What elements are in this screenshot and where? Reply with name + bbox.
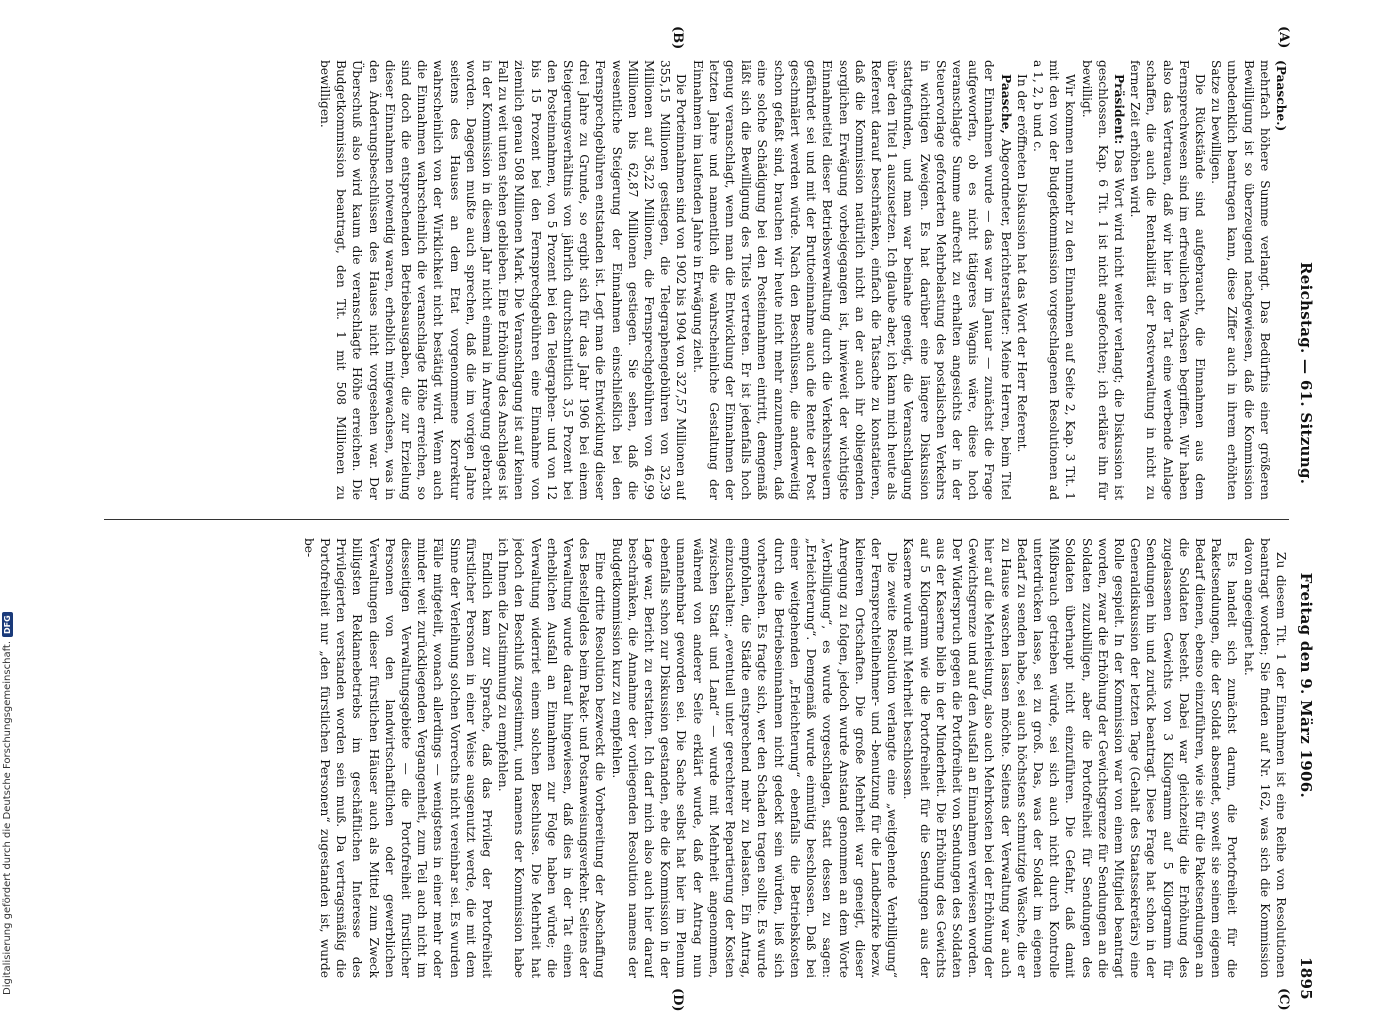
margin-marker-d: (D) bbox=[670, 988, 685, 1012]
paragraph-text: Abgeordneter, Berichterstatter: Meine Herren, beim Titel der Einnahmen wurde — das war im Januar — zunächst die Frage aufgeworfen, ob es nicht tätigeres Wagnis wäre, diese hoch veranschlagte Summe aufrecht zu erhalten angesichts der in der Steuervorlage geforderten Mehrbelastung des postalischen Verkehrs in wichtigen Zweigen. Es hat darüber eine längere Diskussion stattgefunden, und man war beinahe geneigt, die Veranschlagung über den Titel 1 auszusetzen. Ich glaube aber, ich kann mich heute als Referent darauf beschränken, einfach die Tatsache zu konstatieren, daß die Kommission natürlich nicht an der auch ihr obliegenden sorglichen Erwägung vorbeigegangen ist, inwieweit der wichtigste Einnahmetitel dieser Betriebsverwaltung durch die Verkehrssteuern gefährdet sei und mit der Bruttoeinnahme auch die Rente der Post geschmälert werden würde. Nach den Beschlüssen, die anderweitig schon gefaßt sind, brauchen wir heute nicht mehr anzunehmen, daß eine solche Schädigung bei den Posteinnahmen eintritt, demgemäß läßt sich die Bewilligung des Titels vertreten. Er ist jedenfalls hoch genug veranschlagt, wenn man die Entwicklung der Einnahmen der letzten Jahre und namentlich die wahrscheinliche Gestaltung der Einnahmen im laufenden Jahre in Erwägung zieht. bbox=[690, 60, 1013, 500]
column-divider bbox=[104, 519, 1289, 520]
paragraph-text: Das Wort wird nicht weiter verlangt; die Diskussion ist geschlossen. Kap. 6 Tit. 1 ist nicht angefochten; ich erkläre ihn für bewilligt. bbox=[1079, 60, 1126, 500]
header-titles bbox=[1297, 130, 1315, 930]
margin-marker-c: (C) bbox=[1276, 988, 1291, 1011]
paragraph: Die zweite Resolution verlangte eine „weitgehende Verbilligung“ der Fernsprechteilnehmer- und -benutzung für die Landbezirke bezw. kleineren Ortschaften. Die große Mehrheit war geneigt, dieser Anregung zu folgen, jedoch wurde Anstand genommen an dem Worte „Verbilligung“, es wurde vorgeschlagen, statt dessen zu sagen: „Erleichterung“. Demgemäß wurde einmütig beschlossen. Daß bei einer weitgehenden „Erleichterung“ ebenfalls die Betriebskosten durch die Betriebseinnahmen nicht gedeckt sein würden, ließ sich vorhersehen. Es fragte sich, wer den Schaden tragen sollte. Es wurde empfohlen, die Städte entsprechend mehr zu belasten. Ein Antrag, einzuschalten: „eventuell unter gerechterer Repartierung der Kosten zwischen Stadt und Land“ — wurde mit Mehrheit angenommen, während von anderer Seite erklärt wurde, daß der Antrag nun unannehmbar geworden sei. Die Sache selbst hat hier im Plenum ebenfalls schon zur Diskussion gestanden, ehe die Kommission in der Lage war, Bericht zu erstatten. Ich darf mich also auch hier darauf beschränken, die Annahme der vorliegenden Resolution namens der Budgetkommission kurz zu empfehlen. bbox=[609, 538, 900, 978]
paragraph: mehrfach höhere Summe verlangt. Das Bedürfnis einer größeren Bewilligung ist so überzeugend nachgewiesen, daß die Kommission unbedenklich beantragen kann, diese Ziffer auch in ihrem erhöhten Satze zu bewilligen. bbox=[1209, 60, 1272, 500]
paragraph: Es handelt sich zunächst darum, die Portofreiheit für die Paketsendungen, die der Soldat absendet, soweit sie seinem eigenen Bedarf dienen, ebenso einzuführen, wie sie für die Paketsendungen an die Soldaten besteht. Dabei war gleichzeitig die Erhöhung des zugelassenen Gewichts von 3 Kilogramm auf 5 Kilogramm für Sendungen hin und zurück beantragt. Diese Frage hat schon in der Generaldiskussion der letzten Tage (Gehalt des Staatssekretärs) eine Rolle gespielt. In der Kommission war von einem Mitglied beantragt worden, zwar die Erhöhung der Gewichtsgrenze für Sendungen an die Soldaten zuzubilligen, aber die Portofreiheit für Sendungen des Soldaten überhaupt nicht einzuführen. Die Gefahr, daß damit Mißbrauch getrieben würde, sei sich auch nicht durch Kontrolle unterdrücken lasse, sei zu groß. Das, was der Soldat im eigenen Bedarf zu senden habe, sei auch höchstens schmutzige Wäsche, die er zu Hause waschen lassen möchte. Seitens der Verwaltung war auch hier auf die Mehrleistung, also auch Mehrkosten bei der Erhöhung der Gewichtsgrenze und auf den Ausfall an Einnahmen verwiesen worden. Der Widerspruch gegen die Portofreiheit von Sendungen des Soldaten aus der Kaserne blieb in der Minderheit. Die Erhöhung des Gewichts auf 5 Kilogramm wie die Portofreiheit für die Sendungen aus der Kaserne wurde mit Mehrheit beschlossen. bbox=[901, 538, 1240, 978]
paragraph: Endlich kam zur Sprache, daß das Privileg der Portofreiheit fürstlicher Personen in einer Weise ausgenutzt werde, die mit dem Sinne der Verleihung solchen Vorrechts nicht vereinbar sei. Es wurden Fälle mitgeteilt, wonach allerdings — wenigstens in einer mehr oder minder weit zurückliegenden Vergangenheit, zum Teil auch nicht im diesseitigen Verwaltungsgebiete — die Portofreiheit fürstlicher Personen von den landwirtschaftlichen oder gewerblichen Verwaltungen dieser fürstlichen Häuser auch als Mittel zum Zweck billigsten Reklamebetriebs im geschäftlichen Interesse des Privilegierten verstanden worden sein muß. Da vertragsmäßig die Portofreiheit nur „den fürstlichen Personen“ zugestanden ist, wurde be- bbox=[301, 538, 495, 978]
digitization-note bbox=[2, 612, 13, 995]
digitization-text: Digitalisierung gefördert durch die Deutsche Forschungsgemeinschaft. bbox=[2, 640, 13, 995]
paragraph: Die Porteinnahmen sind von 1902 bis 1904 von 327,57 Millionen auf 355,15 Millionen gestiegen, die Telegraphengebühren von 32,39 Millionen auf 36,22 Millionen, die Fernsprechgebühren von 46,99 Millionen bis 62,87 Millionen gestiegen. Sie sehen, daß die wesentliche Steigerung der Einnahmen einschließlich bei den Fernsprechgebühren entstanden ist. Legt man die Entwicklung dieser drei Jahre zu Grunde, so ergibt sich für das Jahr 1906 bei einem Steigerungsverhältnis von jährlich durchschnittlich 3,5 Prozent bei den Posteinnahmen, von 5 Prozent bei den Telegraphen- und von 12 bis 15 Prozent bei den Fernsprechgebühren eine Einnahme von ziemlich genau 508 Millionen Mark. Die Veranschlagung ist auf keinen Fall zu weit unten stehen geblieben. Eine Erhöhung des Anschlages ist in der Kommission in diesem Jahr nicht einmal in Anregung gebracht worden. Dagegen mußte auch sprechen, daß die im vorigen Jahre seitens des Hauses an dem Etat vorgenommene Korrektur wahrscheinlich von der Wirklichkeit nicht bestätigt wird. Wenn auch die Einnahmen wahrscheinlich die veranschlagte Höhe erreichen, so sind doch die entsprechenden Betriebsausgaben, die zur Erzielung dieser Einnahmen notwendig waren, erheblich mitgewachsen, was in den Änderungsbeschlüssen des Hauses nicht vorgesehen war. Der Überschuß also wird kaum die veranschlagte Höhe erreichen. Die Budgetkommission beantragt, den Tit. 1 mit 508 Millionen zu bewilligen. bbox=[318, 60, 689, 500]
paragraph: Zu diesem Tit. 1 der Einnahmen ist eine Reihe von Resolutionen beantragt worden; Sie finden auf Nr. 162, was sich die Kommission davon angeeignet hat. bbox=[1241, 538, 1288, 978]
paragraph: Wir kommen nunmehr zu den Einnahmen auf Seite 2, Kap. 3 Tit. 1 mit den von der Budgetkommission vorgeschlagenen Resolutionen ad a 1, 2, b und c. bbox=[1030, 60, 1078, 500]
page-number: 1895 bbox=[1297, 957, 1315, 1000]
right-page-title: Freitag den 9. März 1906. bbox=[1297, 572, 1315, 799]
right-column bbox=[99, 538, 1289, 978]
margin-marker-b: (B) bbox=[670, 26, 685, 50]
left-page-title: Reichstag. — 61. Sitzung. bbox=[1297, 261, 1315, 485]
dfg-logo: DFG bbox=[2, 612, 13, 637]
paragraph: Eine dritte Resolution bezweckt die Vorbereitung der Abschaffung des Bestellgeldes beim Paket- und Postanweisungsverkehr. Seitens der Verwaltung wurde darauf hingewiesen, daß dies in der Tat einen erheblichen Ausfall an Einnahmen zur Folge haben würde; die Verwaltung widerriet einem solchen Beschlusse. Die Mehrheit hat jedoch den Beschluß zugestimmt, und namens der Kommission habe ich Ihnen die Zustimmung zu empfehlen. bbox=[496, 538, 608, 978]
speaker-name: Paasche, bbox=[998, 74, 1013, 134]
rotated-page-body bbox=[75, 26, 1325, 1012]
margin-marker-a: (A) bbox=[1276, 26, 1291, 49]
paragraph bbox=[689, 60, 1013, 500]
speaker-tag: (Paasche.) bbox=[1274, 60, 1288, 132]
paragraph: In der eröffneten Diskussion hat das Wort der Herr Referent. bbox=[1014, 74, 1029, 453]
running-header bbox=[1297, 60, 1325, 1000]
speaker-name: Präsident: bbox=[1111, 74, 1126, 145]
paragraph: Die Rückstände sind aufgebraucht, die Einnahmen aus dem Fernsprechwesen sind im erfreulichen Wachsen begriffen. Wir haben also das Vertrauen, daß wir hier in der Tat eine werbende Anlage schaffen, die auch die Rentabilität der Postverwaltung in nicht zu ferner Zeit erhöhen wird. bbox=[1128, 60, 1207, 500]
left-column bbox=[99, 60, 1289, 500]
paragraph bbox=[1078, 60, 1127, 500]
